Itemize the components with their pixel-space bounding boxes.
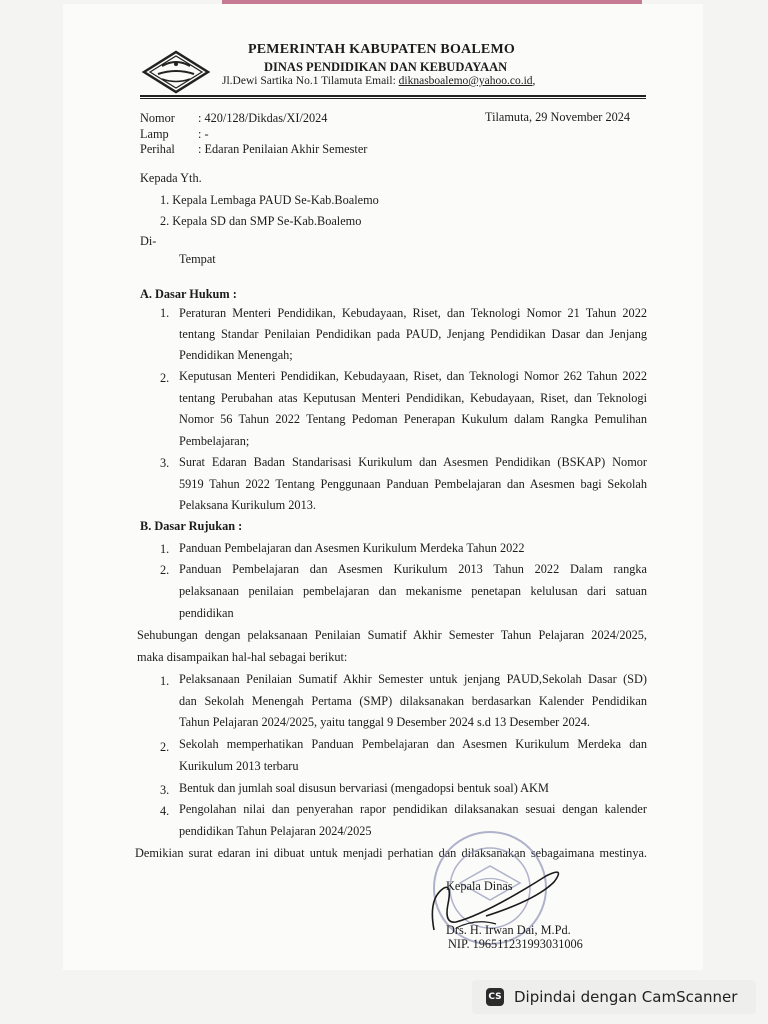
- letterhead-address: [222, 76, 535, 88]
- perihal-value: : Edaran Penilaian Akhir Semester: [198, 142, 368, 156]
- section-a-num-1: 1.: [160, 306, 170, 320]
- perihal-label: Perihal: [140, 142, 175, 156]
- nomor-value: : 420/128/Dikdas/XI/2024: [198, 111, 328, 125]
- section-a-heading: A. Dasar Hukum :: [140, 287, 237, 301]
- section-a-item-2-line-4: Pembelajaran;: [179, 434, 250, 448]
- letterhead-line-2: DINAS PENDIDIKAN DAN KEBUDAYAAN: [264, 60, 508, 74]
- signatory-name: Drs. H. Irwan Dai, M.Pd.: [446, 923, 571, 937]
- watermark-text: Dipindai dengan CamScanner: [514, 988, 738, 1006]
- section-a-item-3-line-1: Surat Edaran Badan Standarisasi Kurikulum dan Asesmen Pendidikan (BSKAP) Nomor: [179, 455, 647, 469]
- point-num-4: 4.: [160, 804, 170, 818]
- point-1-line-1: Pelaksanaan Penilaian Sumatif Akhir Semester untuk jenjang PAUD,Sekolah Dasar (SD): [179, 672, 647, 686]
- section-b-item-2-line-2: pelaksanaan penilaian pembelajaran dan mekanisme penetapan kelulusan dari satuan: [179, 584, 647, 598]
- section-a-item-1-line-2: tentang Standar Penilaian Pendidikan pada PAUD, Jenjang Pendidikan Dasar dan Jenjang: [179, 327, 647, 341]
- section-b-item-1: Panduan Pembelajaran dan Asesmen Kurikulum Merdeka Tahun 2022: [179, 541, 525, 555]
- camscanner-icon: CS: [486, 988, 504, 1006]
- closing-line: Demikian surat edaran ini dibuat untuk menjadi perhatian dan dilaksanakan sebagaimana mestinya.: [135, 846, 647, 860]
- section-b-num-1: 1.: [160, 542, 170, 556]
- section-a-item-2-line-1: Keputusan Menteri Pendidikan, Kebudayaan, Riset, dan Teknologi Nomor 262 Tahun 2022: [179, 369, 647, 383]
- section-a-item-1-line-1: Peraturan Menteri Pendidikan, Kebudayaan, Riset, dan Teknologi Nomor 21 Tahun 2022: [179, 306, 647, 320]
- signature-title: Kepala Dinas: [446, 879, 513, 893]
- place-date: Tilamuta, 29 November 2024: [485, 110, 631, 124]
- letterhead-rule-thin: [140, 98, 646, 99]
- section-a-item-3-line-3: Pelaksana Kurikulum 2013.: [179, 498, 316, 512]
- email-link[interactable]: diknasboalemo@yahoo.co.id: [398, 75, 533, 87]
- lamp-value: : -: [198, 127, 209, 141]
- intro-line-1: Sehubungan dengan pelaksanaan Penilaian Sumatif Akhir Semester Tahun Pelajaran 2024/2025,: [137, 628, 647, 642]
- letterhead-rule-thick: [140, 95, 646, 97]
- point-1-line-3: Tahun Pelajaran 2024/2025, yaitu tanggal 9 Desember 2024 s.d 13 Desember 2024.: [179, 715, 590, 729]
- point-num-3: 3.: [160, 783, 170, 797]
- section-a-item-3-line-2: 5919 Tahun 2022 Tentang Penggunaan Panduan Pembelajaran dan Asesmen bagi Sekolah: [179, 477, 647, 491]
- section-a-item-2-line-3: Nomor 56 Tahun 2022 Tentang Pedoman Penerapan Kukulum dalam Rangka Pemulihan: [179, 412, 647, 426]
- intro-line-2: maka disampaikan hal-hal sebagai berikut:: [137, 650, 348, 664]
- di-label: Di-: [140, 234, 157, 248]
- letterhead-line-1: PEMERINTAH KABUPATEN BOALEMO: [248, 42, 515, 57]
- section-a-item-1-line-3: Pendidikan Menengah;: [179, 348, 293, 362]
- point-num-2: 2.: [160, 740, 170, 754]
- section-a-num-2: 2.: [160, 371, 170, 385]
- recipient-item-2: 2. Kepala SD dan SMP Se-Kab.Boalemo: [160, 214, 362, 228]
- address-text: Jl.Dewi Sartika No.1 Tilamuta Email:: [222, 75, 399, 87]
- section-a-num-3: 3.: [160, 456, 170, 470]
- regency-emblem-icon: [140, 42, 212, 96]
- nomor-label: Nomor: [140, 111, 175, 125]
- section-b-item-2-line-3: pendidikan: [179, 606, 234, 620]
- section-b-item-2-line-1: Panduan Pembelajaran dan Asesmen Kurikulum 2013 Tahun 2022 Dalam rangka: [179, 562, 647, 576]
- point-3: Bentuk dan jumlah soal disusun bervariasi (mengadopsi bentuk soal) AKM: [179, 781, 549, 795]
- section-b-num-2: 2.: [160, 563, 170, 577]
- point-4-line-1: Pengolahan nilai dan penyerahan rapor pendidikan dilaksanakan sesuai dengan kalender: [179, 802, 647, 816]
- point-num-1: 1.: [160, 674, 170, 688]
- point-2-line-1: Sekolah memperhatikan Panduan Pembelajaran dan Asesmen Kurikulum Merdeka dan: [179, 737, 647, 751]
- point-1-line-2: dan Sekolah Menengah Pertama (SMP) dilaksanakan berdasarkan Kalender Pendidikan: [179, 694, 647, 708]
- section-b-heading: B. Dasar Rujukan :: [140, 519, 243, 533]
- greeting: Kepada Yth.: [140, 171, 202, 185]
- recipient-item-1: 1. Kepala Lembaga PAUD Se-Kab.Boalemo: [160, 193, 379, 207]
- section-a-item-2-line-2: tentang Perubahan atas Keputusan Menteri Pendidikan, Kebudayaan, Riset, dan Teknologi: [179, 391, 647, 405]
- camscanner-watermark: [472, 980, 756, 1014]
- point-4-line-2: pendidikan Tahun Pelajaran 2024/2025: [179, 824, 372, 838]
- point-2-line-2: Kurikulum 2013 terbaru: [179, 759, 299, 773]
- lamp-label: Lamp: [140, 127, 169, 141]
- address-end: ,: [532, 75, 536, 87]
- signatory-nip: NIP. 196511231993031006: [448, 937, 583, 951]
- tempat-label: Tempat: [179, 252, 216, 266]
